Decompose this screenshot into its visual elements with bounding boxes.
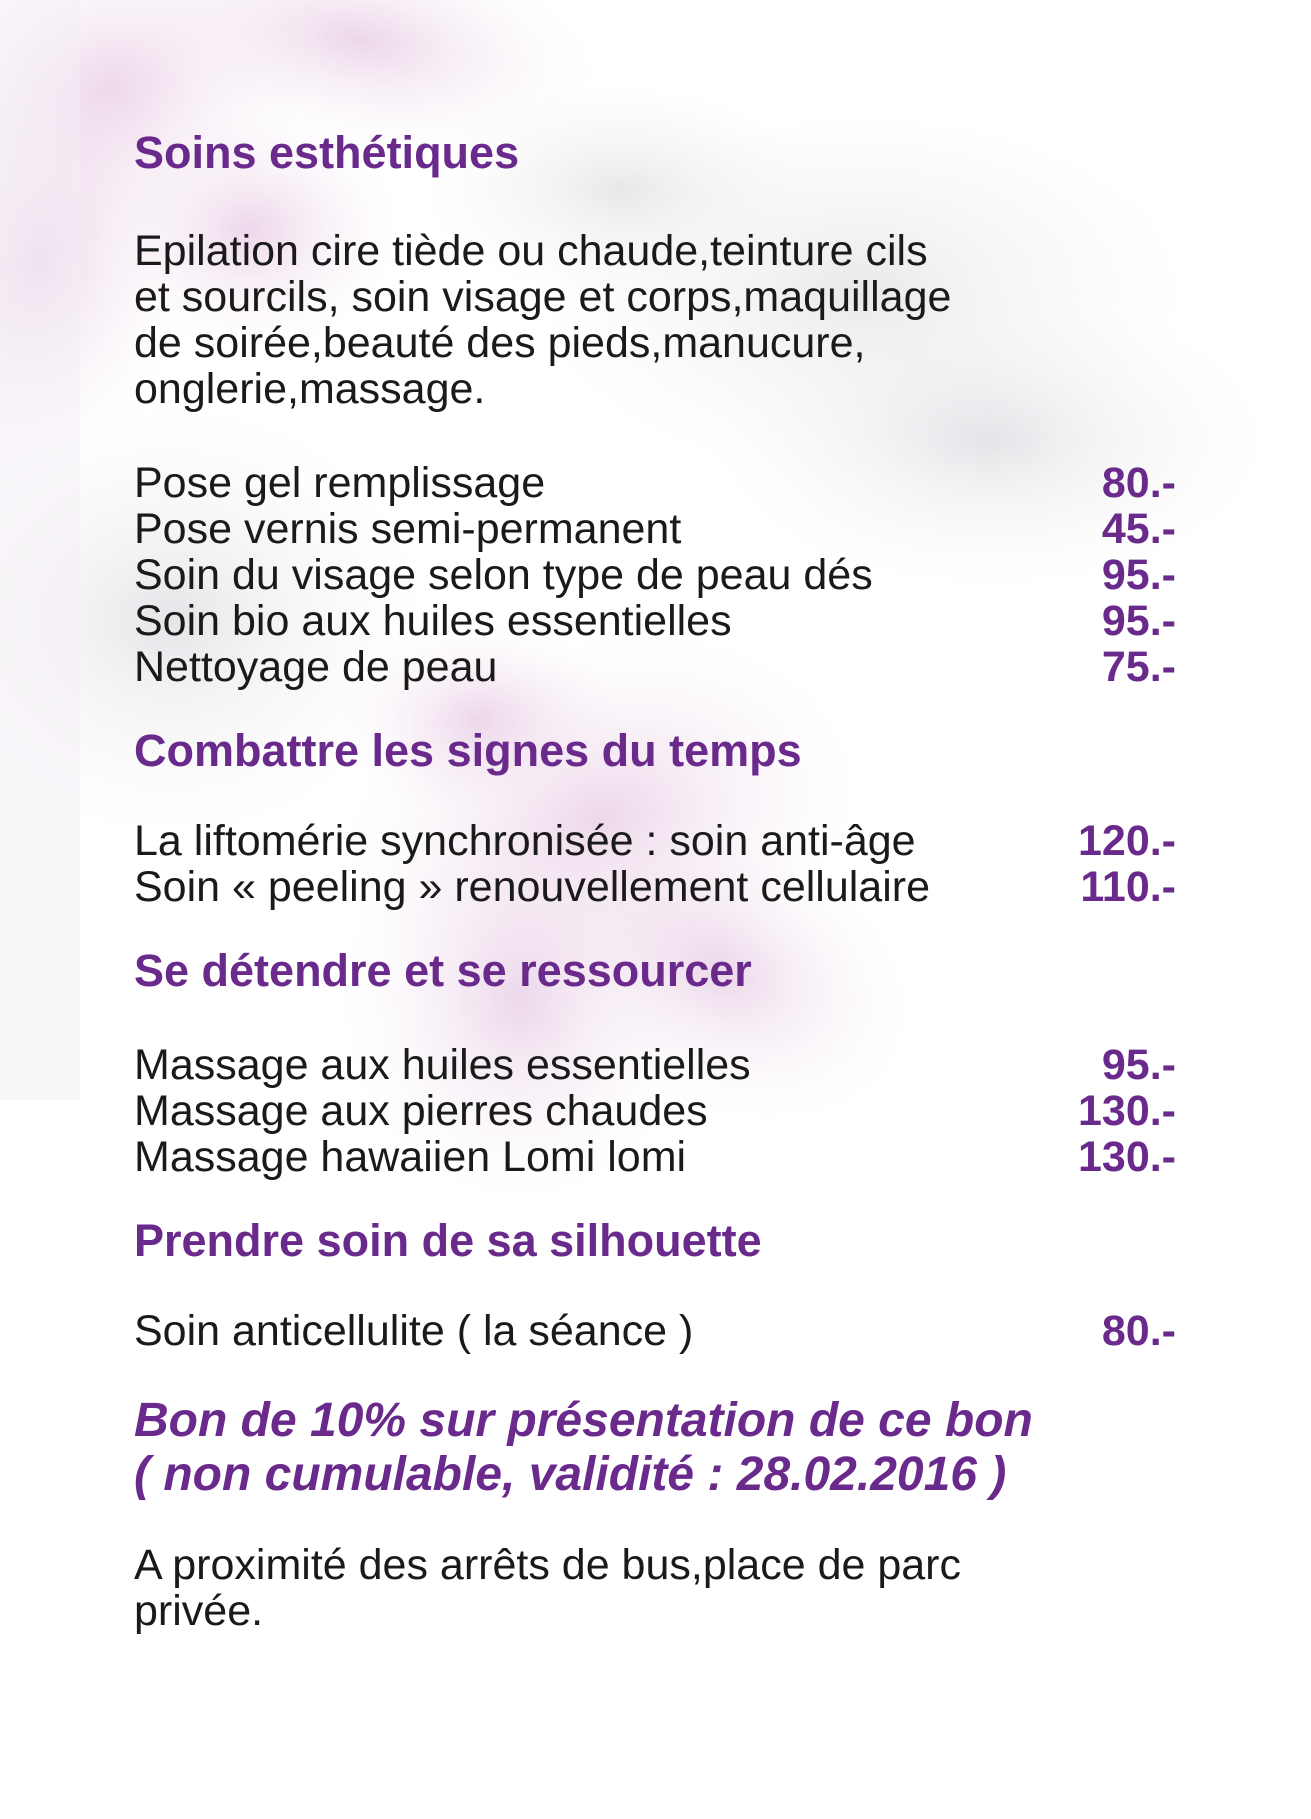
service-price: 95.-: [1101, 1041, 1176, 1089]
service-price: 75.-: [1101, 643, 1176, 691]
service-label: Pose gel remplissage: [134, 459, 546, 507]
service-label: Massage aux pierres chaudes: [134, 1087, 708, 1135]
service-label: La liftomérie synchronisée : soin anti-âge: [134, 817, 916, 865]
footer-line: A proximité des arrêts de bus,place de parc: [134, 1541, 961, 1589]
section-title-silhouette: Prendre soin de sa silhouette: [134, 1215, 762, 1266]
detente-price-list: [134, 1042, 1176, 1180]
price-row: [134, 1088, 1176, 1134]
service-label: Soin du visage selon type de peau dés: [134, 551, 873, 599]
section-title-detente: Se détendre et se ressourcer: [134, 945, 752, 996]
description-line: Epilation cire tiède ou chaude,teinture cils: [134, 227, 928, 275]
description-line: de soirée,beauté des pieds,manucure,: [134, 319, 866, 367]
description-line: et sourcils, soin visage et corps,maquillage: [134, 273, 952, 321]
service-price: 80.-: [1101, 1307, 1176, 1355]
section-title-temps: Combattre les signes du temps: [134, 725, 802, 776]
price-row: [134, 1042, 1176, 1088]
price-row: [134, 644, 1176, 690]
soins-description: [134, 228, 1176, 412]
service-label: Nettoyage de peau: [134, 643, 498, 691]
service-label: Massage hawaiien Lomi lomi: [134, 1133, 687, 1181]
service-label: Massage aux huiles essentielles: [134, 1041, 751, 1089]
promo-line: Bon de 10% sur présentation de ce bon: [134, 1394, 1033, 1447]
service-label: Soin anticellulite ( la séance ): [134, 1307, 694, 1355]
price-row: [134, 818, 1176, 864]
service-label: Pose vernis semi-permanent: [134, 505, 682, 553]
service-price: 95.-: [1101, 597, 1176, 645]
price-row: [134, 864, 1176, 910]
temps-price-list: [134, 818, 1176, 910]
section-title-soins: Soins esthétiques: [134, 127, 520, 178]
service-price: 45.-: [1101, 505, 1176, 553]
service-label: Soin « peeling » renouvellement cellulaire: [134, 863, 931, 911]
price-row: [134, 552, 1176, 598]
price-sheet: [134, 126, 1176, 1634]
description-line: onglerie,massage.: [134, 365, 486, 413]
price-row: [134, 506, 1176, 552]
silhouette-price-list: [134, 1308, 1176, 1354]
service-price: 120.-: [1077, 817, 1176, 865]
service-price: 110.-: [1080, 863, 1176, 911]
service-label: Soin bio aux huiles essentielles: [134, 597, 732, 645]
footer-line: privée.: [134, 1587, 264, 1635]
price-row: [134, 1134, 1176, 1180]
promo-line: ( non cumulable, validité : 28.02.2016 ): [134, 1448, 1007, 1501]
service-price: 130.-: [1077, 1087, 1176, 1135]
service-price: 130.-: [1077, 1133, 1176, 1181]
price-row: [134, 460, 1176, 506]
price-row: [134, 1308, 1176, 1354]
footer-note: [134, 1542, 1176, 1634]
price-row: [134, 598, 1176, 644]
service-price: 80.-: [1101, 459, 1176, 507]
service-price: 95.-: [1101, 551, 1176, 599]
soins-price-list: [134, 460, 1176, 690]
promo-text: [134, 1394, 1176, 1502]
